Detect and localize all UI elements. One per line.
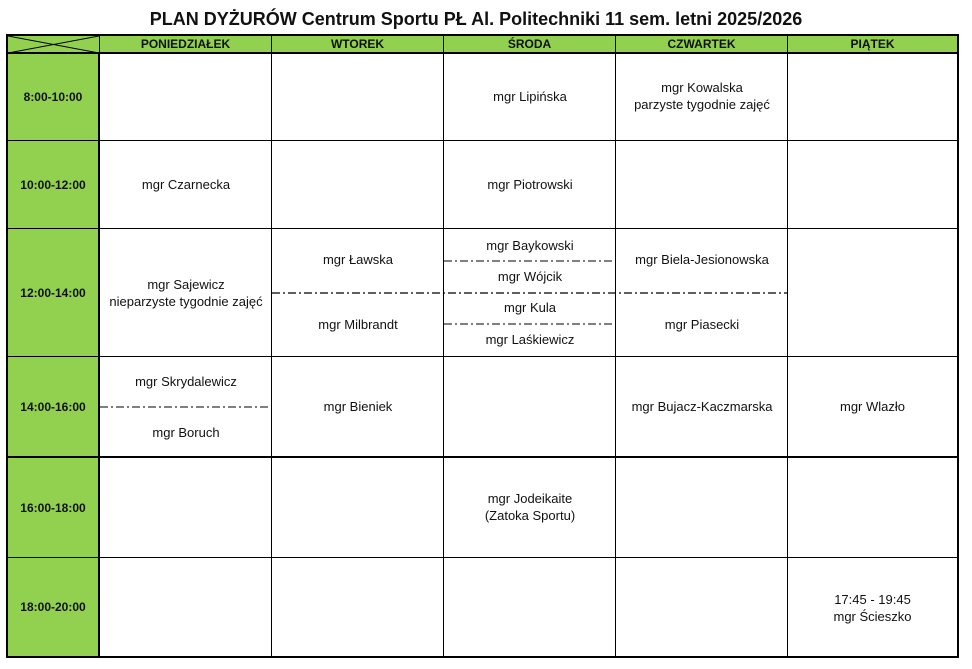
grid-line xyxy=(443,53,444,656)
duty-entry: mgr Wlazło xyxy=(839,399,905,414)
duty-entry: mgr Wójcik xyxy=(497,269,563,284)
duty-entry: mgr Baykowski xyxy=(486,238,574,253)
grid-line xyxy=(8,52,957,54)
duty-entry: mgr Piasecki xyxy=(664,317,740,332)
schedule-table xyxy=(6,34,959,658)
duty-entry: mgr Ścieszko xyxy=(833,609,912,624)
duty-note: parzyste tygodnie zajęć xyxy=(634,97,770,112)
time-slot-label: 18:00-20:00 xyxy=(8,558,100,656)
duty-entry: mgr Czarnecka xyxy=(141,177,231,192)
duty-entry: mgr Laśkiewicz xyxy=(485,332,575,347)
duty-entry: mgr Sajewicz xyxy=(147,277,225,292)
duty-entry: mgr Jodeikaite xyxy=(487,491,573,506)
page-title: PLAN DYŻURÓW Centrum Sportu PŁ Al. Politechniki 11 sem. letni 2025/2026 xyxy=(149,9,803,29)
day-header-wednesday: ŚRODA xyxy=(444,36,616,53)
time-slot-label: 14:00-16:00 xyxy=(8,357,100,457)
time-slot-label: 8:00-10:00 xyxy=(8,53,100,141)
day-header-thursday: CZWARTEK xyxy=(616,36,788,53)
grid-line xyxy=(8,228,957,229)
duty-entry: mgr Milbrandt xyxy=(318,317,398,332)
day-header-friday: PIĄTEK xyxy=(788,36,957,53)
duty-note: (Zatoka Sportu) xyxy=(484,508,576,523)
duty-entry: mgr Bieniek xyxy=(323,399,393,414)
duty-entry: mgr Bujacz-Kaczmarska xyxy=(631,399,773,414)
day-header-monday: PONIEDZIAŁEK xyxy=(100,36,272,53)
grid-line xyxy=(8,557,957,558)
grid-line xyxy=(8,456,957,458)
time-slot-label: 10:00-12:00 xyxy=(8,141,100,229)
grid-line xyxy=(787,53,788,656)
duty-entry: mgr Piotrowski xyxy=(487,177,573,192)
table-corner xyxy=(8,36,100,53)
grid-line xyxy=(271,53,272,656)
corner-diagonal-lines xyxy=(8,36,99,53)
grid-line xyxy=(8,356,957,357)
duty-entry: mgr Lipińska xyxy=(493,89,567,104)
duty-entry: mgr Kula xyxy=(503,300,557,315)
time-slot-label: 16:00-18:00 xyxy=(8,457,100,558)
duty-entry: mgr Skrydalewicz xyxy=(135,374,237,389)
duty-time: 17:45 - 19:45 xyxy=(834,592,911,607)
duty-entry: mgr Boruch xyxy=(152,425,220,440)
wednesday-divider-top xyxy=(444,260,616,262)
duty-entry: mgr Kowalska xyxy=(661,80,743,95)
grid-line xyxy=(8,140,957,141)
day-header-tuesday: WTOREK xyxy=(272,36,444,53)
wednesday-divider-bottom xyxy=(444,323,616,325)
duty-note: nieparzyste tygodnie zajęć xyxy=(109,294,263,309)
time-slot-label: 12:00-14:00 xyxy=(8,229,100,357)
monday-divider xyxy=(100,406,271,408)
grid-line xyxy=(615,53,616,656)
duty-entry: mgr Ławska xyxy=(322,252,394,267)
duty-entry: mgr Biela-Jesionowska xyxy=(635,252,769,267)
